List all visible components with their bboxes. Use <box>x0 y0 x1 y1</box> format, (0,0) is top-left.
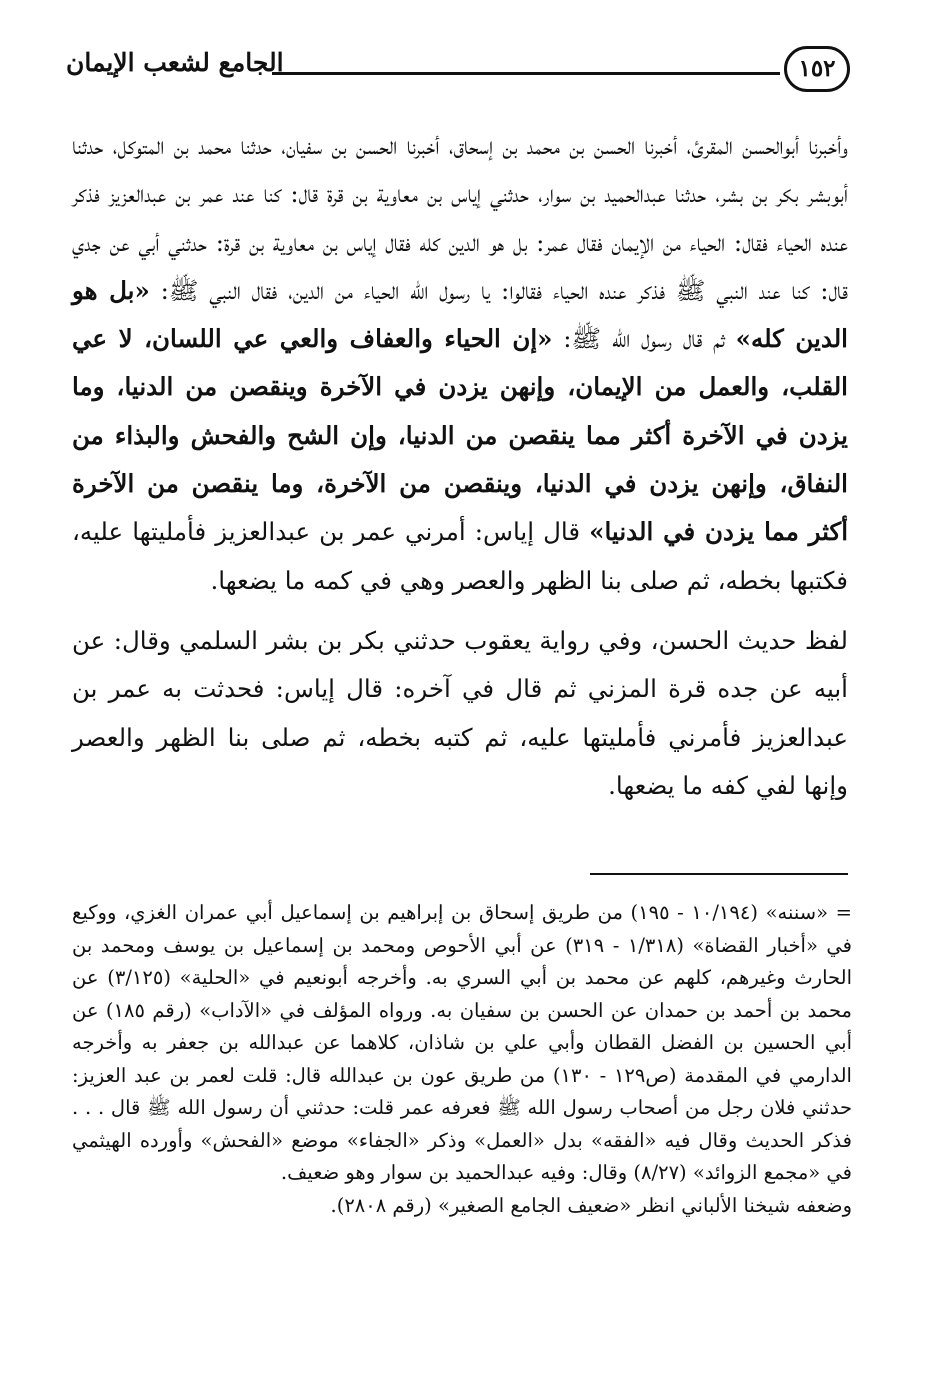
footnotes <box>72 897 852 1222</box>
header-rule <box>272 72 780 75</box>
hadith-closing-text: قال إياس: أمرني عمر بن عبدالعزيز فأمليتها عليه، فكتبها بخطه، ثم صلى بنا الظهر والعصر وهي في كمه ما يضعها. <box>72 517 848 595</box>
hadith-chain-text: وأخبرنا أبوالحسن المقرئ، أخبرنا الحسن بن محمد بن إسحاق، أخبرنا الحسن بن سفيان، حدثنا محمد بن المتوكل، حدثنا أبوبشر بكر بن بشر، حدثنا عبدالحميد بن سوار، حدثني إياس بن معاوية بن قرة قال: كنا عند عمر بن عبدالعزيز فذكر عنده الحياء فقال: الحياء من الإيمان فقال عمر: بل هو الدين كله فقال إياس بن معاوية بن قرة: حدثني أبي عن جدي قال: كنا عند النبي ﷺ فذكر عنده الحياء فقالوا: يا رسول الله الحياء من الدين، فقال النبي ﷺ: <box>72 131 848 305</box>
hadith-quote-long: «إن الحياء والعفاف والعي عي اللسان، لا عي القلب، والعمل من الإيمان، وإنهن يزدن في الآخرة وينقصن من الدنيا، وما يزدن في الآخرة أكثر مما ينقصن من الدنيا، وإن الشح والفحش والبذاء من النفاق، وإنهن يزدن في الدنيا، وينقصن من الآخرة، وما ينقصن من الآخرة أكثر مما يزدن في الدنيا» <box>72 324 849 547</box>
footnote-continuation: = «سننه» (١٠/١٩٤ - ١٩٥) من طريق إسحاق بن إبراهيم بن إسماعيل أبي عمران الغزي، ووكيع في «أخبار القضاة» (١/٣١٨ - ٣١٩) عن أبي الأحوص ومحمد بن إسماعيل بن يوسف ومحمد بن الحارث وغيرهم، كلهم عن محمد بن أبي السري به. وأخرجه أبونعيم في «الحلية» (٣/١٢٥) عن محمد بن أحمد بن حمدان عن الحسن بن سفيان به. ورواه المؤلف في «الآداب» (رقم ١٨٥) عن أبي الحسين بن الفضل القطان وأبي علي بن شاذان، كلاهما عن عبدالله بن جعفر به وأخرجه الدارمي في المقدمة (ص١٢٩ - ١٣٠) من طريق عون بن عبدالله قال: قلت لعمر بن عبد العزيز: حدثني فلان رجل من أصحاب رسول الله ﷺ فعرفه عمر قلت: حدثني أن رسول الله ﷺ قال . . . فذكر الحديث وقال فيه «الفقه» بدل «العمل» وذكر «الجفاء» موضع «الفحش» وأورده الهيثمي في «مجمع الزوائد» (٨/٢٧) وقال: وفيه عبدالحميد بن سوار وهو ضعيف. <box>72 901 852 1184</box>
paragraph-variant: لفظ حديث الحسن، وفي رواية يعقوب حدثني بكر بن بشر السلمي وقال: عن أبيه عن جده قرة المزني ثم قال في آخره: قال إياس: فحدثت به عمر بن عبدالعزيز فأمرني فأمليتها عليه، ثم كتبه بخطه، ثم صلى بنا الظهر والعصر وإنها لفي كفه ما يضعها. <box>72 625 848 800</box>
hadith-connector-text: ثم قال رسول الله ﷺ: <box>563 324 725 354</box>
page-number-badge: ١٥٢ <box>784 46 850 92</box>
footnote-grading: وضعفه شيخنا الألباني انظر «ضعيف الجامع الصغير» (رقم ٢٨٠٨). <box>330 1193 852 1217</box>
footnote-separator <box>590 873 848 875</box>
main-text <box>72 122 848 810</box>
hadith-quote-short: «بل هو الدين كله» <box>72 275 848 354</box>
page-header <box>66 42 850 104</box>
paragraph-hadith <box>72 122 848 605</box>
running-title: الجامع لشعب الإيمان <box>66 48 284 77</box>
